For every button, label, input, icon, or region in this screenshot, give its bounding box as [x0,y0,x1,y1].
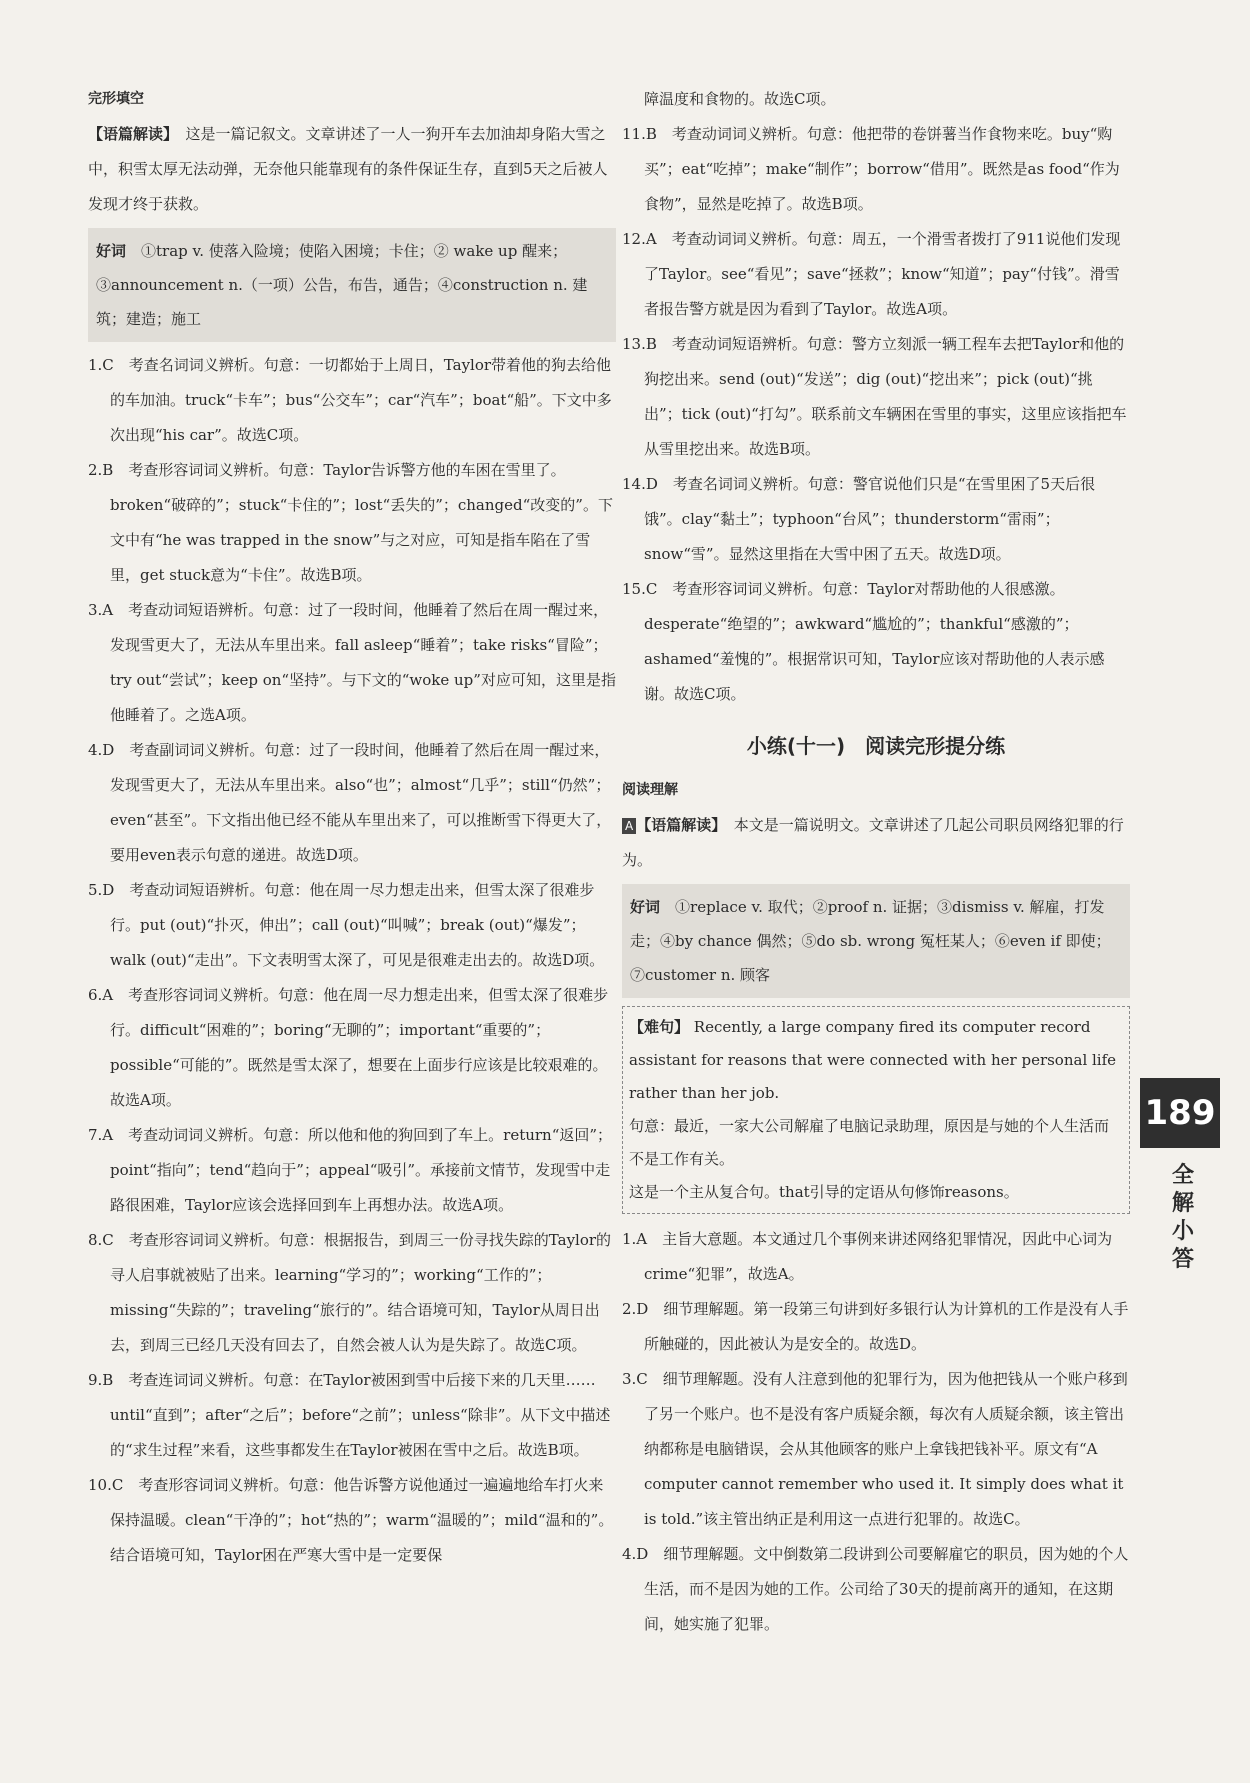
hard-sentence-note: 这是一个主从复合句。that引导的定语从句修饰reasons。 [629,1183,1019,1201]
intro-text: 这是一篇记叙文。文章讲述了一人一狗开车去加油却身陷大雪之中，积雪太厚无法动弹，无奈他只能靠现有的条件保证生存，直到5天之后被人发现才终于获救。 [88,125,608,213]
answer-item: 2.D 细节理解题。第一段第三句讲到好多银行认为计算机的工作是没有人手所触碰的，因此被认为是安全的。故选D。 [622,1300,1129,1353]
answer-item: 9.B 考查连词词义辨析。句意：在Taylor被困到雪中后接下来的几天里……until“直到”；after“之后”；before“之前”；unless“除非”。从下文中描述的“求生过程”来看，这些事都发生在Taylor被困在雪中之后。故选B项。 [88,1371,611,1459]
answer-item: 6.A 考查形容词词义辨析。句意：他在周一尽力想走出来，但雪太深了很难步行。difficult“困难的”；boring“无聊的”；important“重要的”；possible“可能的”。既然是雪太深了，想要在上面步行应该是比较艰难的。故选A项。 [88,986,609,1109]
side-label: 全解小答 [1171,1163,1194,1272]
answer-item: 12.A 考查动词词义辨析。句意：周五，一个滑雪者拨打了911说他们发现了Taylor。see“看见”；save“拯救”；know“知道”；pay“付钱”。滑雪者报告警方就是因为看到了Taylor。故选A项。 [622,230,1121,318]
answer-item: 3.A 考查动词短语辨析。句意：过了一段时间，他睡着了然后在周一醒过来，发现雪更大了，无法从车里出来。fall asleep“睡着”；take risks“冒险”；try out“尝试”；keep on“坚持”。与下文的“woke up”对应可知，这里是指他睡着了。之选A项。 [88,601,616,724]
intro-text: 本文是一篇说明文。文章讲述了几起公司职员网络犯罪的行为。 [622,816,1124,869]
section-title: 完形填空 [88,91,144,107]
continuation-text: 障温度和食物的。故选C项。 [644,90,836,108]
answer-item: 15.C 考查形容词词义辨析。句意：Taylor对帮助他的人很感激。desperate“绝望的”；awkward“尴尬的”；thankful“感激的”；ashamed“羞愧的”。根据常识可知，Taylor应该对帮助他的人表示感谢。故选C项。 [622,580,1105,703]
answer-item: 4.D 细节理解题。文中倒数第二段讲到公司要解雇它的职员，因为她的个人生活，而不是因为她的工作。公司给了30天的提前离开的通知，在这期间，她实施了犯罪。 [622,1545,1129,1633]
vocab-text: ①replace v. 取代；②proof n. 证据；③dismiss v. 解雇，打发走；④by chance 偶然；⑤do sb. wrong 冤枉某人；⑥even if 即使；⑦customer n. 顾客 [630,898,1111,984]
left-column [88,82,616,1573]
intro-label: 【语篇解读】 [636,816,719,834]
vocab-label: 好词 [96,242,127,260]
answer-item: 1.A 主旨大意题。本文通过几个事例来讲述网络犯罪情况，因此中心词为crime“犯罪”，故选A。 [622,1230,1113,1283]
hard-label: 【难句】 [629,1018,690,1036]
answer-item: 7.A 考查动词词义辨析。句意：所以他和他的狗回到了车上。return“返回”；point“指向”；tend“趋向于”；appeal“吸引”。承接前文情节，发现雪中走路很困难，Taylor应该会选择回到车上再想办法。故选A项。 [88,1126,613,1214]
answer-item: 10.C 考查形容词词义辨析。句意：他告诉警方说他通过一遍遍地给车打火来保持温暖。clean“干净的”；hot“热的”；warm“温暖的”；mild“温和的”。结合语境可知，Taylor困在严寒大雪中是一定要保 [88,1476,614,1564]
vocab-box [622,884,1130,998]
passage-intro [88,117,616,222]
answer-item: 3.C 细节理解题。没有人注意到他的犯罪行为，因为他把钱从一个账户移到了另一个账户。也不是没有客户质疑余额，每次有人质疑余额，该主管出纳都称是电脑错误，会从其他顾客的账户上拿钱把钱补平。原文有“A computer cannot remember who used it. It simply does what it is told.”该主管出纳正是利用这一点进行犯罪的。故选C。 [622,1370,1128,1528]
answer-item: 2.B 考查形容词词义辨析。句意：Taylor告诉警方他的车困在雪里了。broken“破碎的”；stuck“卡住的”；lost“丢失的”；changed“改变的”。下文中有“he was trapped in the snow”与之对应，可知是指车陷在了雪里，get stuck意为“卡住”。故选B项。 [88,461,613,584]
answer-item: 8.C 考查形容词词义辨析。句意：根据报告，到周三一份寻找失踪的Taylor的寻人启事就被贴了出来。learning“学习的”；working“工作的”；missing“失踪的”；traveling“旅行的”。结合语境可知，Taylor从周日出去，到周三已经几天没有回去了，自然会被人认为是失踪了。故选C项。 [88,1231,612,1354]
answer-item: 1.C 考查名词词义辨析。句意：一切都始于上周日，Taylor带着他的狗去给他的车加油。truck“卡车”；bus“公交车”；car“汽车”；boat“船”。下文中多次出现“his car”。故选C项。 [88,356,612,444]
page-number: 189 [1140,1078,1220,1148]
sub-title: 阅读理解 [622,782,678,798]
vocab-box [88,228,616,342]
answer-item: 4.D 考查副词词义辨析。句意：过了一段时间，他睡着了然后在周一醒过来，发现雪更大了，无法从车里出来。also“也”；almost“几乎”；still“仍然”；even“甚至”。下文指出他已经不能从车里出来了，可以推断雪下得更大了，要用even表示句意的递进。故选D项。 [88,741,612,864]
intro-label: 【语篇解读】 [88,125,171,143]
vocab-text: ①trap v. 使落入险境；使陷入困境；卡住；② wake up 醒来；③announcement n.（一项）公告，布告，通告；④construction n. 建筑；建造；施工 [96,242,588,328]
right-column [622,82,1130,1642]
passage-intro [622,808,1130,878]
hard-sentence-cn: 句意：最近，一家大公司解雇了电脑记录助理，原因是与她的个人生活而不是工作有关。 [629,1117,1110,1168]
answer-item: 5.D 考查动词短语辨析。句意：他在周一尽力想走出来，但雪太深了很难步行。put (out)“扑灭，伸出”；call (out)“叫喊”；break (out)“爆发”；walk (out)“走出”。下文表明雪太深了，可见是很难走出去的。故选D项。 [88,881,605,969]
answer-item: 14.D 考查名词词义辨析。句意：警官说他们只是“在雪里困了5天后很饿”。clay“黏土”；typhoon“台风”；thunderstorm“雷雨”；snow“雪”。显然这里指在大雪中困了五天。故选D项。 [622,475,1096,563]
answer-item: 11.B 考查动词词义辨析。句意：他把带的卷饼薯当作食物来吃。buy“购买”；eat“吃掉”；make“制作”；borrow“借用”。既然是as food“作为食物”，显然是吃掉了。故选B项。 [622,125,1120,213]
exercise-title: 小练(十一) 阅读完形提分练 [746,734,1006,758]
answer-item: 13.B 考查动词短语辨析。句意：警方立刻派一辆工程车去把Taylor和他的狗挖出来。send (out)“发送”；dig (out)“挖出来”；pick (out)“挑出”；tick (out)“打勾”。联系前文车辆困在雪里的事实，这里应该指把车从雪里挖出来。故选B项。 [622,335,1127,458]
difficult-sentence-box [622,1006,1130,1214]
hard-sentence-en: Recently, a large company fired its computer record assistant for reasons that were connected with her personal life rather than her job. [629,1018,1117,1102]
vocab-label: 好词 [630,898,661,916]
passage-tag: A [622,818,636,834]
